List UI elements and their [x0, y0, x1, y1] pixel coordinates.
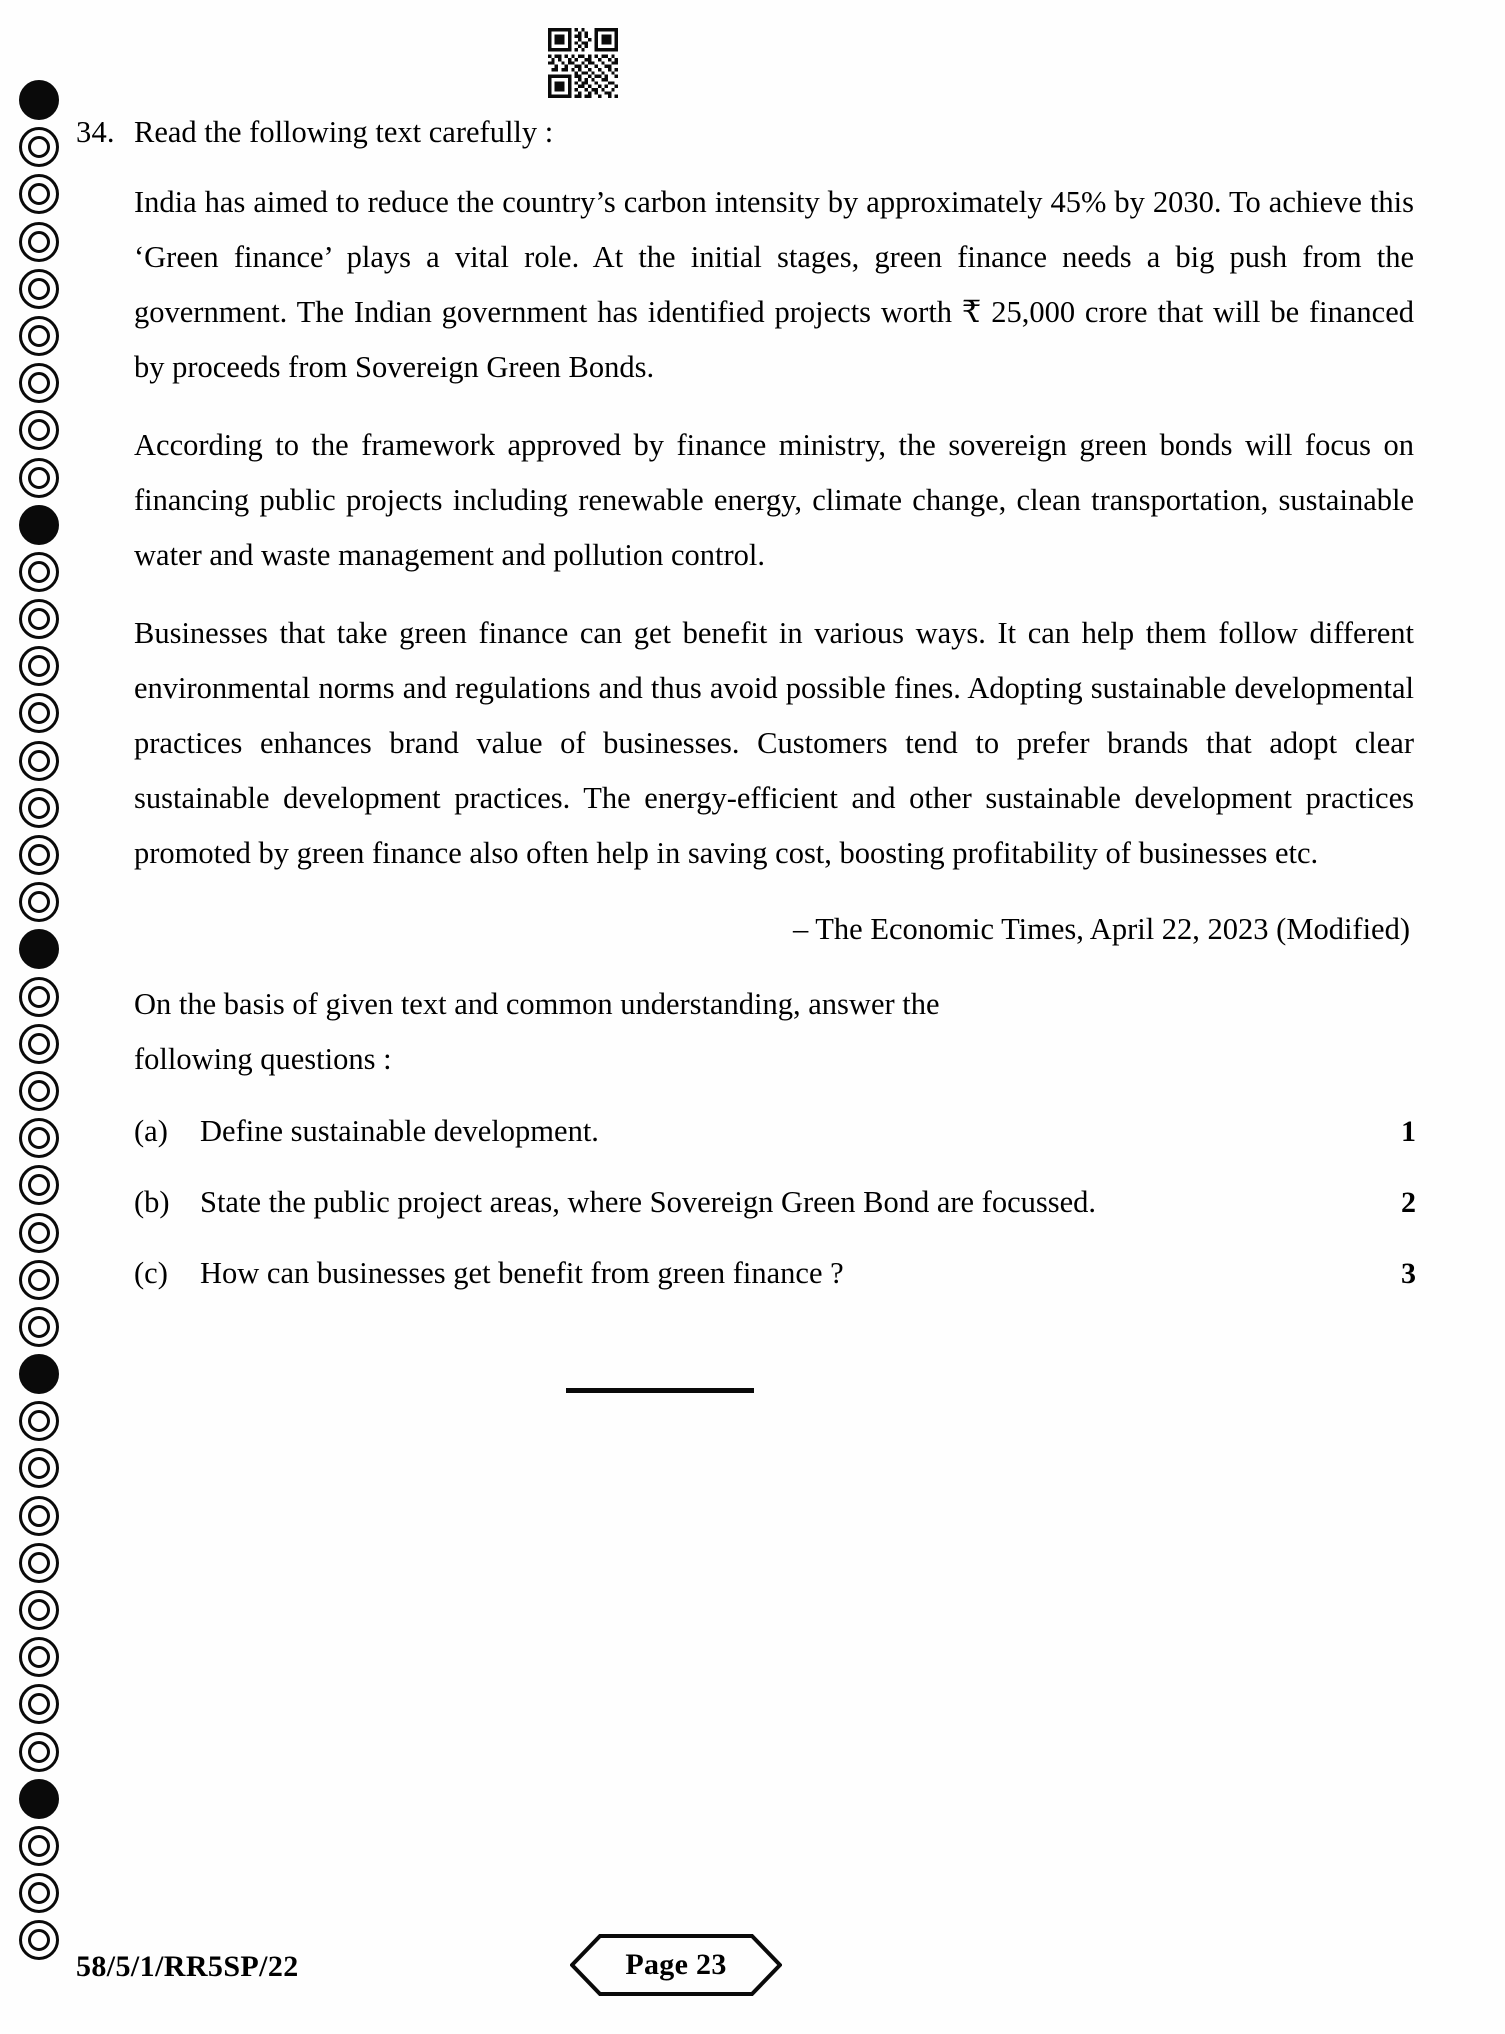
binding-ring	[19, 977, 59, 1017]
binding-ring	[19, 1071, 59, 1111]
binding-ring	[19, 410, 59, 450]
binding-ring	[19, 174, 59, 214]
binding-ring	[19, 505, 59, 545]
binding-ring	[19, 1590, 59, 1630]
binding-ring	[19, 222, 59, 262]
binding-ring	[19, 1637, 59, 1677]
binding-ring	[19, 929, 59, 969]
spiral-binding-rings	[8, 80, 70, 2010]
binding-ring	[19, 1307, 59, 1347]
section-separator	[566, 1388, 754, 1393]
binding-ring	[19, 835, 59, 875]
passage-paragraph-3: Businesses that take green finance can get benefit in various ways. It can help them follow different environmental norms and regulations and thus avoid possible fines. Adopting sustainable developmental practices enhances brand value of businesses. Customers tend to prefer brands that adopt clear sustainable development practices. The energy-efficient and other sustainable development practices promoted by green finance also often help in saving cost, boosting profitability of businesses etc.	[134, 616, 1414, 870]
binding-ring	[19, 1118, 59, 1158]
binding-ring	[19, 646, 59, 686]
binding-ring	[19, 1260, 59, 1300]
binding-ring	[19, 1732, 59, 1772]
binding-ring	[19, 316, 59, 356]
binding-ring	[19, 1213, 59, 1253]
lead-instruction: Read the following text carefully :	[134, 115, 554, 149]
question-number: 34.	[76, 115, 115, 149]
answer-instruction	[134, 977, 1416, 1087]
sub-question-c-text: How can businesses get benefit from green finance ?	[200, 1256, 844, 1290]
sub-question-b-label: (b)	[134, 1185, 170, 1219]
sub-question-a	[134, 1109, 1416, 1154]
sub-question-list	[134, 1109, 1416, 1296]
question-block	[76, 112, 1416, 1393]
binding-ring	[19, 1401, 59, 1441]
page-footer	[76, 1950, 1436, 1984]
qr-code	[548, 28, 618, 98]
sub-question-c-marks: 3	[1401, 1257, 1416, 1290]
binding-ring	[19, 882, 59, 922]
binding-ring	[19, 788, 59, 828]
answer-instruction-line-1: On the basis of given text and common understanding, answer the	[134, 987, 940, 1021]
passage-paragraph-1: India has aimed to reduce the country’s carbon intensity by approximately 45% by 2030. To achieve this ‘Green finance’ plays a vital role. At the initial stages, green finance needs a big push from the government. The Indian government has identified projects worth ₹ 25,000 crore that will be financed by proceeds from Sovereign Green Bonds.	[134, 185, 1414, 384]
binding-ring	[19, 363, 59, 403]
binding-ring	[19, 1543, 59, 1583]
question-heading-row	[76, 112, 1416, 1393]
binding-ring	[19, 1448, 59, 1488]
sub-question-c-label: (c)	[134, 1256, 168, 1290]
sub-question-c	[134, 1251, 1416, 1296]
paper-code: 58/5/1/RR5SP/22	[76, 1950, 299, 1983]
binding-ring	[19, 458, 59, 498]
sub-question-b-marks: 2	[1401, 1186, 1416, 1219]
binding-ring	[19, 1779, 59, 1819]
binding-ring	[19, 269, 59, 309]
source-attribution: – The Economic Times, April 22, 2023 (Modified)	[792, 912, 1410, 946]
sub-question-a-text: Define sustainable development.	[200, 1114, 599, 1148]
binding-ring	[19, 1920, 59, 1960]
sub-question-a-label: (a)	[134, 1114, 168, 1148]
binding-ring	[19, 1165, 59, 1205]
sub-question-a-marks: 1	[1401, 1115, 1416, 1148]
section-separator-wrap	[134, 1388, 1416, 1393]
page-number-text: Page 23	[625, 1948, 727, 1981]
binding-ring	[19, 80, 59, 120]
binding-ring	[19, 741, 59, 781]
binding-ring	[19, 1496, 59, 1536]
binding-ring	[19, 127, 59, 167]
binding-ring	[19, 1826, 59, 1866]
binding-ring	[19, 1684, 59, 1724]
passage-paragraph-2: According to the framework approved by finance ministry, the sovereign green bonds will focus on financing public projects including renewable energy, climate change, clean transportation, sustainable water and waste management and pollution control.	[134, 428, 1414, 572]
sub-question-b	[134, 1180, 1416, 1225]
sub-question-b-text: State the public project areas, where Sovereign Green Bond are focussed.	[200, 1185, 1097, 1219]
binding-ring	[19, 1354, 59, 1394]
page-number-badge	[570, 1934, 782, 1996]
binding-ring	[19, 552, 59, 592]
binding-ring	[19, 1024, 59, 1064]
binding-ring	[19, 599, 59, 639]
binding-ring	[19, 1873, 59, 1913]
binding-ring	[19, 693, 59, 733]
answer-instruction-line-2: following questions :	[134, 1042, 392, 1076]
